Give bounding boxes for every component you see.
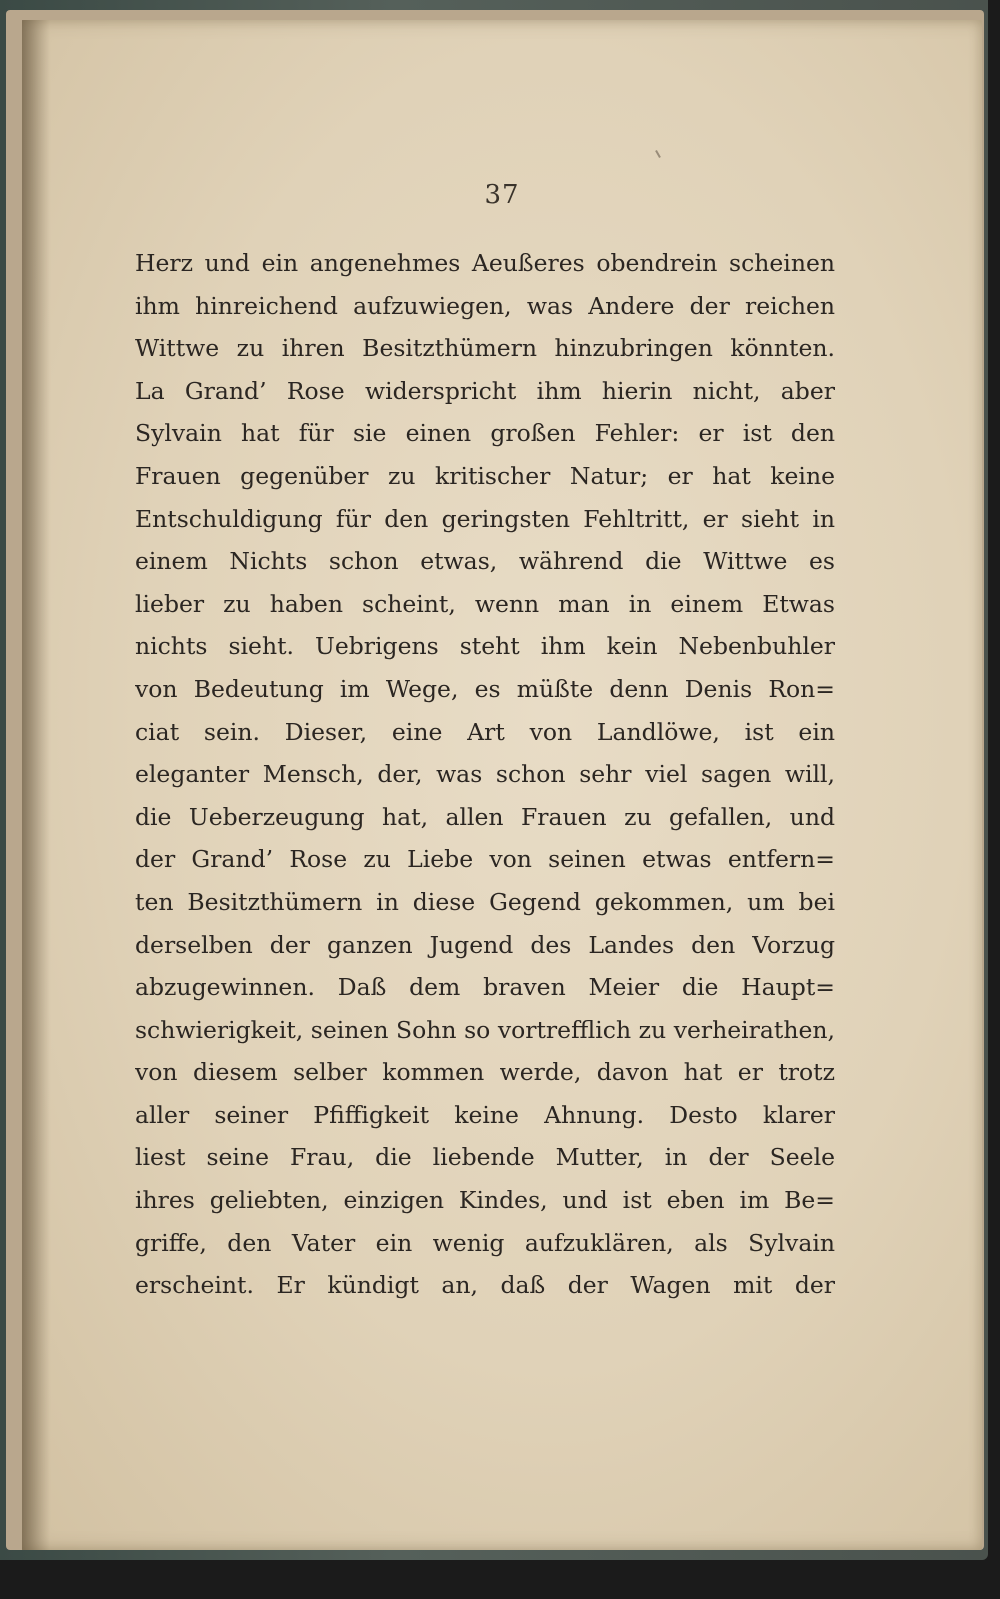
text-line: die Ueberzeugung hat, allen Frauen zu gefallen, und [135, 802, 835, 831]
text-line: liest seine Frau, die liebende Mutter, in der Seele [135, 1143, 835, 1172]
book-page [22, 20, 982, 1550]
text-line: Herz und ein angenehmes Aeußeres obendrein scheinen [135, 249, 835, 277]
text-line: nichts sieht. Uebrigens steht ihm kein Nebenbuhler [135, 632, 835, 661]
gutter-shadow [22, 20, 50, 1550]
text-line: ihres geliebten, einzigen Kindes, und ist eben im Be= [135, 1186, 835, 1215]
text-line: Sylvain hat für sie einen großen Fehler: er ist den [135, 419, 835, 448]
text-line: Entschuldigung für den geringsten Fehltritt, er sieht in [135, 504, 835, 533]
text-line: einem Nichts schon etwas, während die Wittwe es [135, 547, 835, 576]
text-line: aller seiner Pfiffigkeit keine Ahnung. Desto klarer [135, 1100, 835, 1129]
text-line: La Grand’ Rose widerspricht ihm hierin nicht, aber [135, 376, 835, 405]
text-line: griffe, den Vater ein wenig aufzuklären, als Sylvain [135, 1228, 835, 1257]
text-line: von diesem selber kommen werde, davon hat er trotz [135, 1058, 835, 1087]
text-line: derselben der ganzen Jugend des Landes den Vorzug [135, 930, 835, 959]
text-line: ciat sein. Dieser, eine Art von Landlöwe, ist ein [135, 717, 835, 746]
text-line: eleganter Mensch, der, was schon sehr viel sagen will, [135, 760, 835, 789]
text-line: Wittwe zu ihren Besitzthümern hinzubringen könnten. [135, 334, 835, 363]
text-line: abzugewinnen. Daß dem braven Meier die Haupt= [135, 973, 835, 1002]
body-text [135, 242, 835, 1307]
paper-speck [655, 150, 661, 158]
text-line: schwierigkeit, seinen Sohn so vortrefflich zu verheirathen, [135, 1015, 835, 1044]
text-line: Frauen gegenüber zu kritischer Natur; er hat keine [135, 461, 835, 490]
text-line: der Grand’ Rose zu Liebe von seinen etwas entfern= [135, 845, 835, 874]
text-line: ihm hinreichend aufzuwiegen, was Andere der reichen [135, 291, 835, 320]
page-number: 37 [484, 180, 520, 210]
text-line: erscheint. Er kündigt an, daß der Wagen mit der [135, 1271, 835, 1300]
text-line: von Bedeutung im Wege, es müßte denn Denis Ron= [135, 674, 835, 703]
text-line: lieber zu haben scheint, wenn man in einem Etwas [135, 589, 835, 618]
text-line: ten Besitzthümern in diese Gegend gekommen, um bei [135, 887, 835, 916]
